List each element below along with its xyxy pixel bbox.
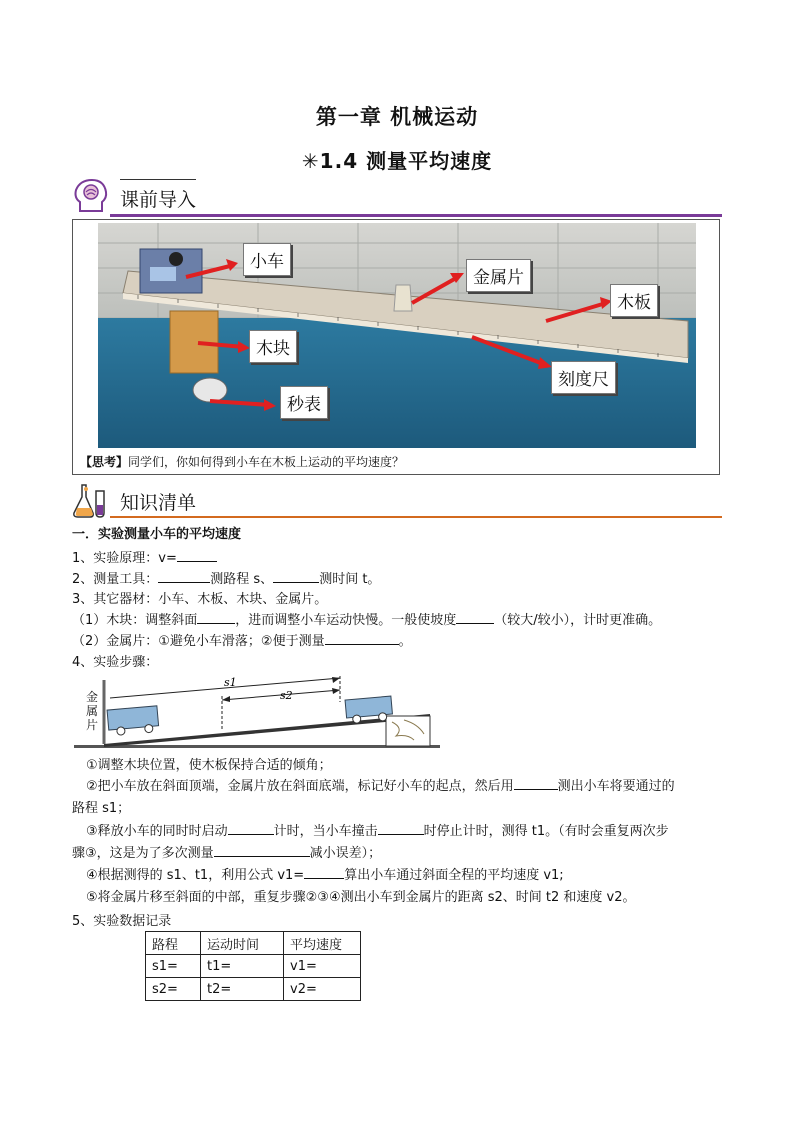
step-3-text-2: 计时，当小车撞击 — [273, 824, 378, 839]
column-header: 平均速度 — [284, 932, 361, 955]
block-text-3: （较大/较小），计时更准确。 — [494, 613, 662, 628]
answer-blank[interactable] — [158, 570, 210, 583]
think-text: 同学们，你如何得到小车在木板上运动的平均速度？ — [128, 455, 405, 469]
intro-image-box — [72, 219, 720, 475]
metal-text-2: 。 — [398, 634, 412, 649]
metal-sheet-label: 金属片 — [86, 690, 99, 732]
tools-text-3: 测时间 t。 — [319, 572, 381, 587]
step-1: ①调整木块位置，使木板保持合适的倾角； — [86, 758, 332, 773]
tools-text: 2、测量工具： — [72, 572, 159, 587]
answer-blank[interactable] — [177, 549, 217, 562]
chapter-title: 第一章 机械运动 — [315, 105, 479, 129]
answer-blank[interactable] — [514, 777, 558, 790]
subsection-heading: 一．实验测量小车的平均速度 — [72, 527, 242, 542]
step-3-text: ③释放小车的同时时启动 — [86, 824, 228, 839]
table-header-row — [146, 932, 361, 955]
flask-icon — [72, 481, 112, 519]
step-3 — [86, 820, 669, 839]
experiment-photo — [98, 223, 696, 448]
data-table — [145, 931, 361, 1001]
incline-diagram — [74, 672, 440, 752]
section-title: ✳1.4 测量平均速度 — [301, 149, 493, 173]
brain-icon — [72, 178, 112, 216]
step-3-text-5: 减小误差）； — [309, 846, 382, 861]
block-line — [72, 609, 661, 628]
step-3-cont — [72, 842, 381, 861]
section-divider — [110, 214, 722, 217]
step-4-text-2: 算出小车通过斜面全程的平均速度 v1; — [344, 868, 564, 883]
answer-blank[interactable] — [456, 611, 494, 624]
step-2-text-2: 测出小车将要通过的 — [557, 779, 675, 794]
think-prompt — [80, 453, 404, 470]
metal-text: （2）金属片：①避免小车滑落；②便于测量 — [72, 634, 325, 649]
equipment-line: 3、其它器材：小车、木板、木块、金属片。 — [72, 592, 328, 607]
answer-blank[interactable] — [273, 570, 319, 583]
table-cell[interactable]: v2= — [284, 978, 361, 1001]
label-block: 木块 — [249, 330, 297, 363]
step-2-text: ②把小车放在斜面顶端，金属片放在斜面底端，标记好小车的起点，然后用 — [86, 779, 514, 794]
step-4 — [86, 864, 564, 883]
record-heading: 5、实验数据记录 — [72, 914, 172, 929]
answer-blank[interactable] — [197, 611, 235, 624]
label-stopwatch: 秒表 — [280, 386, 328, 419]
knowledge-heading: 知识清单 — [120, 492, 197, 514]
table-cell[interactable]: s1= — [146, 955, 201, 978]
label-ruler: 刻度尺 — [551, 361, 616, 394]
tools-line — [72, 568, 380, 587]
table-row — [146, 955, 361, 978]
step-3-text-4: 骤③，这是为了多次测量 — [72, 846, 214, 861]
table-cell[interactable]: t2= — [201, 978, 284, 1001]
section-divider — [110, 516, 722, 518]
answer-blank[interactable] — [304, 866, 344, 879]
step-3-text-3: 时停止计时，测得 t1。（有时会重复两次步 — [423, 824, 669, 839]
table-cell[interactable]: v1= — [284, 955, 361, 978]
table-cell[interactable]: t1= — [201, 955, 284, 978]
answer-blank[interactable] — [214, 844, 310, 857]
block-text: （1）木块：调整斜面 — [72, 613, 198, 628]
steps-heading: 4、实验步骤： — [72, 655, 159, 670]
table-row — [146, 978, 361, 1001]
knowledge-section-header — [72, 481, 722, 519]
s1-label: s1 — [224, 676, 237, 689]
s2-label: s2 — [280, 689, 293, 702]
label-board: 木板 — [610, 284, 658, 317]
step-2-cont: 路程 s1； — [72, 801, 131, 816]
principle-line — [72, 547, 217, 566]
metal-line — [72, 630, 412, 649]
intro-section-header — [72, 178, 722, 216]
step-5: ⑤将金属片移至斜面的中部，重复步骤②③④测出小车到金属片的距离 s2、时间 t2 和速度 v2。 — [86, 890, 636, 905]
column-header: 运动时间 — [201, 932, 284, 955]
think-tag: 【思考】 — [80, 455, 129, 469]
intro-heading: 课前导入 — [120, 189, 197, 211]
answer-blank[interactable] — [325, 632, 399, 645]
label-metal-sheet: 金属片 — [466, 259, 531, 292]
column-header: 路程 — [146, 932, 201, 955]
answer-blank[interactable] — [378, 822, 424, 835]
step-2 — [86, 775, 675, 794]
table-cell[interactable]: s2= — [146, 978, 201, 1001]
label-car: 小车 — [243, 243, 291, 276]
answer-blank[interactable] — [228, 822, 274, 835]
principle-text: 1、实验原理：v= — [72, 551, 177, 566]
block-text-2: ，进而调整小车运动快慢。一般使坡度 — [235, 613, 457, 628]
step-4-text: ④根据测得的 s1、t1，利用公式 v1= — [86, 868, 305, 883]
tools-text-2: 测路程 s、 — [210, 572, 274, 587]
